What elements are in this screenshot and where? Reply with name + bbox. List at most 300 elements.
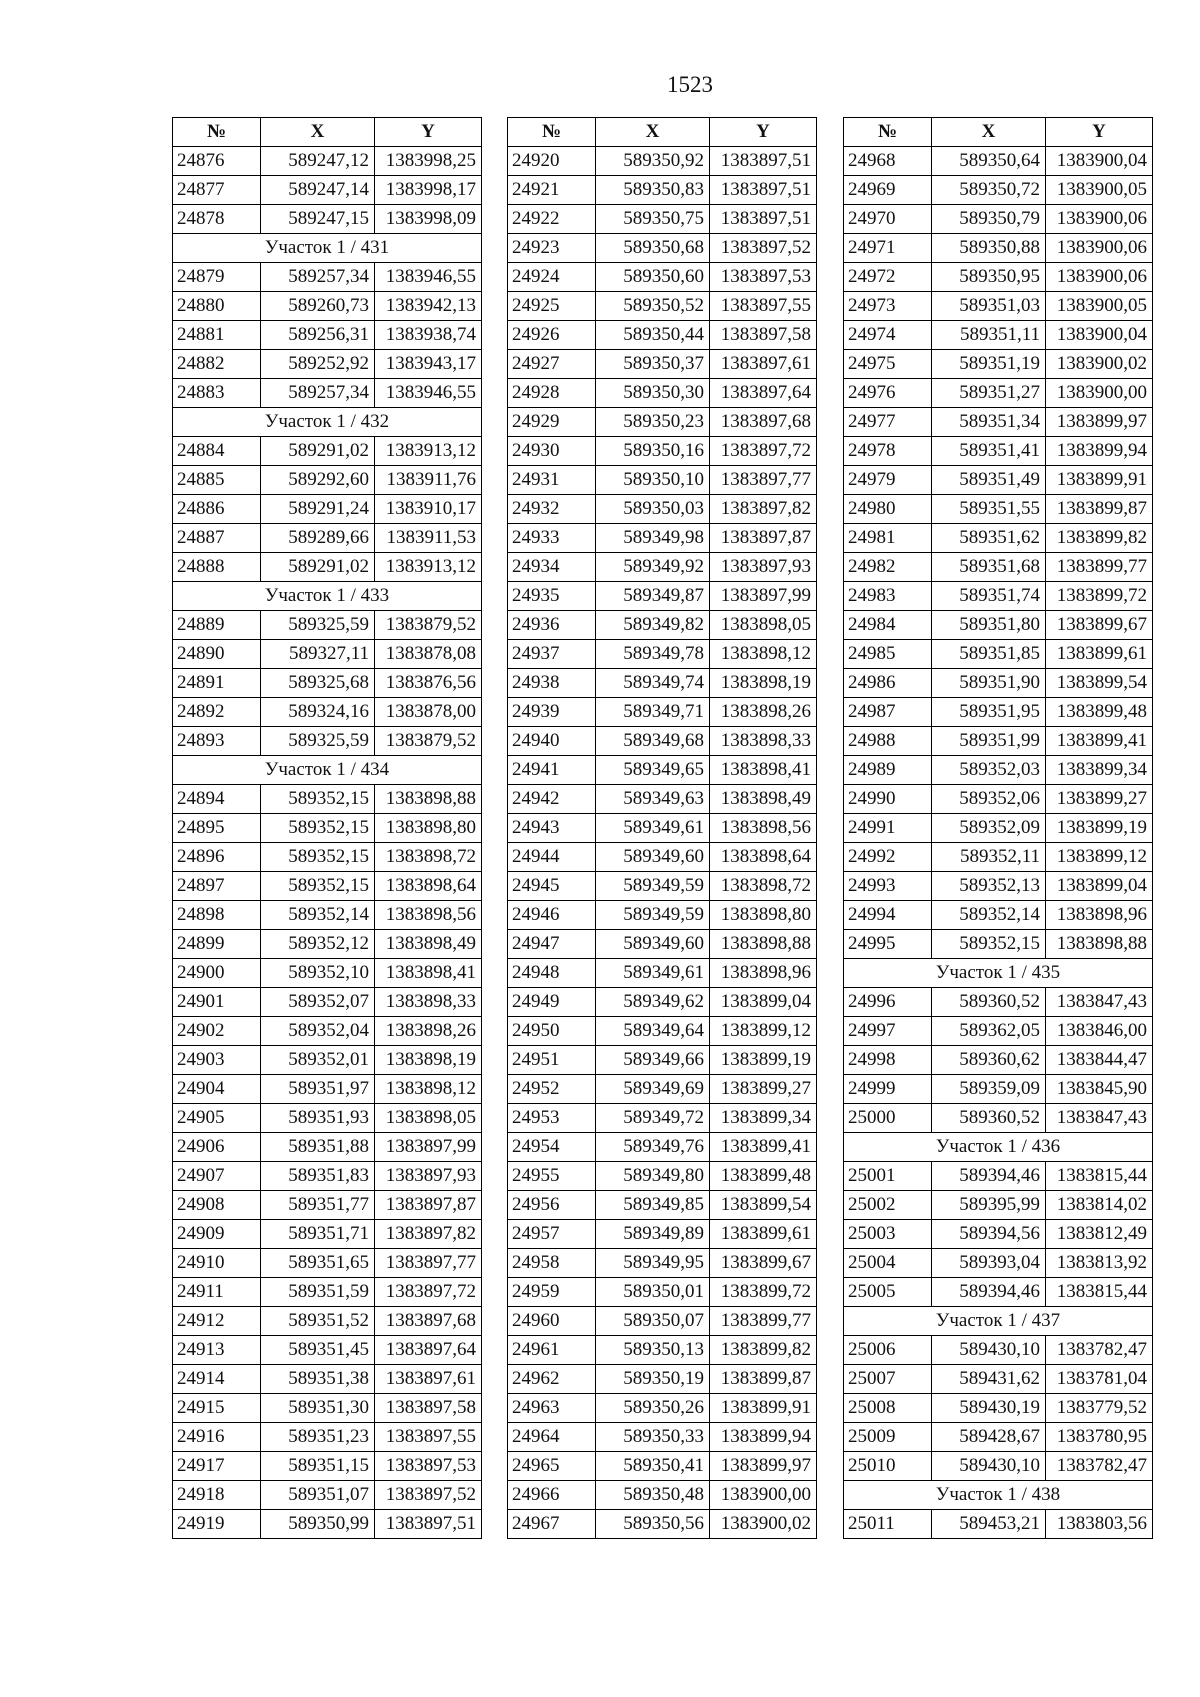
x-coordinate: 589349,72 — [596, 1104, 710, 1133]
y-coordinate: 1383899,48 — [710, 1162, 817, 1191]
point-number: 24898 — [173, 901, 261, 930]
y-coordinate: 1383899,54 — [710, 1191, 817, 1220]
y-coordinate: 1383897,51 — [710, 205, 817, 234]
point-number: 24922 — [508, 205, 596, 234]
y-coordinate: 1383899,97 — [1046, 408, 1153, 437]
y-coordinate: 1383897,93 — [710, 553, 817, 582]
point-number: 24930 — [508, 437, 596, 466]
table-row — [508, 437, 817, 466]
point-number: 24987 — [844, 698, 932, 727]
table-row — [173, 988, 482, 1017]
table-row — [844, 379, 1153, 408]
point-number: 24935 — [508, 582, 596, 611]
y-coordinate: 1383899,87 — [1046, 495, 1153, 524]
section-row — [173, 582, 482, 611]
y-coordinate: 1383812,49 — [1046, 1220, 1153, 1249]
y-coordinate: 1383815,44 — [1046, 1162, 1153, 1191]
point-number: 24949 — [508, 988, 596, 1017]
table-row — [173, 466, 482, 495]
table-row — [508, 1220, 817, 1249]
table-row — [173, 147, 482, 176]
table-row — [508, 1191, 817, 1220]
point-number: 24961 — [508, 1336, 596, 1365]
table-row — [173, 872, 482, 901]
table-row — [508, 814, 817, 843]
table-row — [173, 1423, 482, 1452]
y-coordinate: 1383899,12 — [710, 1017, 817, 1046]
x-coordinate: 589351,52 — [261, 1307, 375, 1336]
y-coordinate: 1383846,00 — [1046, 1017, 1153, 1046]
table-row — [508, 872, 817, 901]
table-row — [844, 1249, 1153, 1278]
x-coordinate: 589352,03 — [932, 756, 1046, 785]
table-row — [844, 234, 1153, 263]
table-row — [173, 437, 482, 466]
y-coordinate: 1383899,12 — [1046, 843, 1153, 872]
x-coordinate: 589352,14 — [932, 901, 1046, 930]
point-number: 24924 — [508, 263, 596, 292]
point-number: 25000 — [844, 1104, 932, 1133]
x-coordinate: 589350,83 — [596, 176, 710, 205]
y-coordinate: 1383897,64 — [375, 1336, 482, 1365]
table-row — [508, 350, 817, 379]
x-coordinate: 589350,23 — [596, 408, 710, 437]
x-coordinate: 589252,92 — [261, 350, 375, 379]
point-number: 24943 — [508, 814, 596, 843]
x-coordinate: 589349,61 — [596, 814, 710, 843]
section-row — [173, 756, 482, 785]
point-number: 24970 — [844, 205, 932, 234]
point-number: 24886 — [173, 495, 261, 524]
table-row — [508, 176, 817, 205]
table-row — [173, 698, 482, 727]
x-coordinate: 589327,11 — [261, 640, 375, 669]
x-coordinate: 589291,02 — [261, 437, 375, 466]
x-coordinate: 589349,74 — [596, 669, 710, 698]
table-row — [173, 669, 482, 698]
point-number: 24992 — [844, 843, 932, 872]
table-row — [508, 263, 817, 292]
x-coordinate: 589247,15 — [261, 205, 375, 234]
section-row — [173, 234, 482, 263]
x-coordinate: 589349,62 — [596, 988, 710, 1017]
y-coordinate: 1383899,54 — [1046, 669, 1153, 698]
point-number: 24990 — [844, 785, 932, 814]
point-number: 24901 — [173, 988, 261, 1017]
section-title: Участок 1 / 438 — [844, 1481, 1153, 1510]
x-coordinate: 589352,11 — [932, 843, 1046, 872]
header-number: № — [173, 118, 261, 147]
point-number: 24969 — [844, 176, 932, 205]
y-coordinate: 1383900,00 — [710, 1481, 817, 1510]
y-coordinate: 1383899,91 — [710, 1394, 817, 1423]
table-row — [173, 1481, 482, 1510]
header-y: Y — [1046, 118, 1153, 147]
table-row — [844, 843, 1153, 872]
x-coordinate: 589292,60 — [261, 466, 375, 495]
table-row — [173, 1365, 482, 1394]
point-number: 24944 — [508, 843, 596, 872]
y-coordinate: 1383897,77 — [375, 1249, 482, 1278]
table-row — [173, 1278, 482, 1307]
x-coordinate: 589349,59 — [596, 872, 710, 901]
y-coordinate: 1383898,33 — [375, 988, 482, 1017]
table-row — [844, 1365, 1153, 1394]
y-coordinate: 1383943,17 — [375, 350, 482, 379]
table-row — [508, 321, 817, 350]
y-coordinate: 1383781,04 — [1046, 1365, 1153, 1394]
y-coordinate: 1383899,67 — [710, 1249, 817, 1278]
table-row — [173, 959, 482, 988]
y-coordinate: 1383897,58 — [710, 321, 817, 350]
section-row — [844, 1133, 1153, 1162]
point-number: 24921 — [508, 176, 596, 205]
y-coordinate: 1383897,61 — [710, 350, 817, 379]
y-coordinate: 1383780,95 — [1046, 1423, 1153, 1452]
y-coordinate: 1383899,41 — [710, 1133, 817, 1162]
point-number: 24888 — [173, 553, 261, 582]
table-row — [173, 640, 482, 669]
y-coordinate: 1383899,72 — [1046, 582, 1153, 611]
section-row — [173, 408, 482, 437]
table-row — [844, 930, 1153, 959]
point-number: 24952 — [508, 1075, 596, 1104]
y-coordinate: 1383897,99 — [710, 582, 817, 611]
point-number: 24893 — [173, 727, 261, 756]
table-row — [844, 553, 1153, 582]
table-row — [508, 988, 817, 1017]
point-number: 24957 — [508, 1220, 596, 1249]
table-row — [844, 640, 1153, 669]
x-coordinate: 589257,34 — [261, 379, 375, 408]
y-coordinate: 1383913,12 — [375, 553, 482, 582]
point-number: 24937 — [508, 640, 596, 669]
x-coordinate: 589350,60 — [596, 263, 710, 292]
table-row — [173, 930, 482, 959]
x-coordinate: 589351,45 — [261, 1336, 375, 1365]
x-coordinate: 589350,56 — [596, 1510, 710, 1539]
point-number: 24965 — [508, 1452, 596, 1481]
y-coordinate: 1383897,87 — [375, 1191, 482, 1220]
y-coordinate: 1383900,06 — [1046, 234, 1153, 263]
table-row — [844, 408, 1153, 437]
table-row — [508, 1365, 817, 1394]
point-number: 24975 — [844, 350, 932, 379]
table-row — [508, 698, 817, 727]
y-coordinate: 1383942,13 — [375, 292, 482, 321]
y-coordinate: 1383897,53 — [710, 263, 817, 292]
table-row — [173, 524, 482, 553]
table-row — [844, 205, 1153, 234]
x-coordinate: 589351,99 — [932, 727, 1046, 756]
x-coordinate: 589349,71 — [596, 698, 710, 727]
x-coordinate: 589256,31 — [261, 321, 375, 350]
point-number: 24955 — [508, 1162, 596, 1191]
y-coordinate: 1383897,61 — [375, 1365, 482, 1394]
point-number: 24913 — [173, 1336, 261, 1365]
table-row — [508, 147, 817, 176]
point-number: 24996 — [844, 988, 932, 1017]
point-number: 24995 — [844, 930, 932, 959]
y-coordinate: 1383897,55 — [710, 292, 817, 321]
point-number: 24904 — [173, 1075, 261, 1104]
point-number: 24977 — [844, 408, 932, 437]
point-number: 24900 — [173, 959, 261, 988]
point-number: 24910 — [173, 1249, 261, 1278]
y-coordinate: 1383897,51 — [375, 1510, 482, 1539]
y-coordinate: 1383946,55 — [375, 379, 482, 408]
x-coordinate: 589394,46 — [932, 1162, 1046, 1191]
y-coordinate: 1383897,72 — [375, 1278, 482, 1307]
table-row — [508, 205, 817, 234]
point-number: 24942 — [508, 785, 596, 814]
x-coordinate: 589325,68 — [261, 669, 375, 698]
y-coordinate: 1383898,96 — [1046, 901, 1153, 930]
table-row — [508, 524, 817, 553]
table-row — [508, 1278, 817, 1307]
point-number: 24883 — [173, 379, 261, 408]
table-row — [844, 292, 1153, 321]
x-coordinate: 589350,16 — [596, 437, 710, 466]
point-number: 24902 — [173, 1017, 261, 1046]
point-number: 24938 — [508, 669, 596, 698]
point-number: 24887 — [173, 524, 261, 553]
point-number: 24894 — [173, 785, 261, 814]
y-coordinate: 1383898,88 — [375, 785, 482, 814]
x-coordinate: 589430,19 — [932, 1394, 1046, 1423]
x-coordinate: 589395,99 — [932, 1191, 1046, 1220]
table-row — [844, 176, 1153, 205]
section-title: Участок 1 / 434 — [173, 756, 482, 785]
x-coordinate: 589349,80 — [596, 1162, 710, 1191]
table-row — [508, 901, 817, 930]
x-coordinate: 589359,09 — [932, 1075, 1046, 1104]
table-row — [508, 611, 817, 640]
table-row — [173, 1133, 482, 1162]
table-row — [508, 1249, 817, 1278]
point-number: 24946 — [508, 901, 596, 930]
y-coordinate: 1383900,05 — [1046, 292, 1153, 321]
table-row — [844, 1336, 1153, 1365]
y-coordinate: 1383899,94 — [710, 1423, 817, 1452]
y-coordinate: 1383897,68 — [710, 408, 817, 437]
point-number: 24976 — [844, 379, 932, 408]
table-row — [173, 1220, 482, 1249]
point-number: 25001 — [844, 1162, 932, 1191]
section-title: Участок 1 / 436 — [844, 1133, 1153, 1162]
x-coordinate: 589360,62 — [932, 1046, 1046, 1075]
table-row — [508, 756, 817, 785]
point-number: 24909 — [173, 1220, 261, 1249]
point-number: 24959 — [508, 1278, 596, 1307]
coordinate-table-2 — [507, 117, 817, 1539]
table-row — [508, 292, 817, 321]
table-row — [844, 263, 1153, 292]
point-number: 24897 — [173, 872, 261, 901]
table-row — [508, 495, 817, 524]
table-row — [844, 814, 1153, 843]
table-row — [508, 1336, 817, 1365]
point-number: 24923 — [508, 234, 596, 263]
section-title: Участок 1 / 432 — [173, 408, 482, 437]
y-coordinate: 1383898,26 — [710, 698, 817, 727]
y-coordinate: 1383898,88 — [710, 930, 817, 959]
x-coordinate: 589350,88 — [932, 234, 1046, 263]
y-coordinate: 1383998,17 — [375, 176, 482, 205]
y-coordinate: 1383899,82 — [710, 1336, 817, 1365]
point-number: 24963 — [508, 1394, 596, 1423]
y-coordinate: 1383898,64 — [375, 872, 482, 901]
table-row — [508, 582, 817, 611]
point-number: 25004 — [844, 1249, 932, 1278]
x-coordinate: 589351,27 — [932, 379, 1046, 408]
x-coordinate: 589352,15 — [932, 930, 1046, 959]
y-coordinate: 1383845,90 — [1046, 1075, 1153, 1104]
y-coordinate: 1383898,96 — [710, 959, 817, 988]
page-number: 1523 — [667, 72, 713, 97]
point-number: 24892 — [173, 698, 261, 727]
table-row — [508, 669, 817, 698]
y-coordinate: 1383898,72 — [375, 843, 482, 872]
header-x: X — [932, 118, 1046, 147]
y-coordinate: 1383898,49 — [710, 785, 817, 814]
table-row — [173, 1162, 482, 1191]
x-coordinate: 589350,64 — [932, 147, 1046, 176]
y-coordinate: 1383898,19 — [710, 669, 817, 698]
y-coordinate: 1383900,02 — [710, 1510, 817, 1539]
y-coordinate: 1383910,17 — [375, 495, 482, 524]
table-row — [508, 1423, 817, 1452]
point-number: 24991 — [844, 814, 932, 843]
x-coordinate: 589351,07 — [261, 1481, 375, 1510]
point-number: 24985 — [844, 640, 932, 669]
y-coordinate: 1383878,00 — [375, 698, 482, 727]
y-coordinate: 1383898,80 — [375, 814, 482, 843]
x-coordinate: 589350,30 — [596, 379, 710, 408]
point-number: 24918 — [173, 1481, 261, 1510]
table-row — [844, 1104, 1153, 1133]
x-coordinate: 589349,60 — [596, 843, 710, 872]
x-coordinate: 589360,52 — [932, 1104, 1046, 1133]
y-coordinate: 1383899,91 — [1046, 466, 1153, 495]
table-row — [844, 524, 1153, 553]
table-row — [173, 176, 482, 205]
x-coordinate: 589453,21 — [932, 1510, 1046, 1539]
x-coordinate: 589352,10 — [261, 959, 375, 988]
x-coordinate: 589350,72 — [932, 176, 1046, 205]
y-coordinate: 1383897,93 — [375, 1162, 482, 1191]
x-coordinate: 589350,13 — [596, 1336, 710, 1365]
table-row — [844, 1423, 1153, 1452]
section-title: Участок 1 / 435 — [844, 959, 1153, 988]
x-coordinate: 589349,60 — [596, 930, 710, 959]
table-row — [844, 1220, 1153, 1249]
x-coordinate: 589351,71 — [261, 1220, 375, 1249]
table-row — [173, 1075, 482, 1104]
point-number: 24956 — [508, 1191, 596, 1220]
x-coordinate: 589351,23 — [261, 1423, 375, 1452]
table-row — [844, 901, 1153, 930]
point-number: 24939 — [508, 698, 596, 727]
x-coordinate: 589349,85 — [596, 1191, 710, 1220]
x-coordinate: 589351,68 — [932, 553, 1046, 582]
y-coordinate: 1383803,56 — [1046, 1510, 1153, 1539]
y-coordinate: 1383898,33 — [710, 727, 817, 756]
table-row — [173, 814, 482, 843]
point-number: 24968 — [844, 147, 932, 176]
table-row — [844, 1075, 1153, 1104]
point-number: 25002 — [844, 1191, 932, 1220]
point-number: 24907 — [173, 1162, 261, 1191]
x-coordinate: 589352,12 — [261, 930, 375, 959]
section-title: Участок 1 / 431 — [173, 234, 482, 263]
x-coordinate: 589351,59 — [261, 1278, 375, 1307]
x-coordinate: 589349,78 — [596, 640, 710, 669]
point-number: 24936 — [508, 611, 596, 640]
x-coordinate: 589351,85 — [932, 640, 1046, 669]
x-coordinate: 589360,52 — [932, 988, 1046, 1017]
x-coordinate: 589350,95 — [932, 263, 1046, 292]
point-number: 24931 — [508, 466, 596, 495]
y-coordinate: 1383847,43 — [1046, 988, 1153, 1017]
y-coordinate: 1383899,41 — [1046, 727, 1153, 756]
section-title: Участок 1 / 437 — [844, 1307, 1153, 1336]
y-coordinate: 1383900,02 — [1046, 350, 1153, 379]
x-coordinate: 589351,80 — [932, 611, 1046, 640]
point-number: 24905 — [173, 1104, 261, 1133]
y-coordinate: 1383913,12 — [375, 437, 482, 466]
x-coordinate: 589350,68 — [596, 234, 710, 263]
table-row — [844, 495, 1153, 524]
y-coordinate: 1383813,92 — [1046, 1249, 1153, 1278]
table-row — [844, 988, 1153, 1017]
x-coordinate: 589349,82 — [596, 611, 710, 640]
y-coordinate: 1383897,99 — [375, 1133, 482, 1162]
point-number: 24933 — [508, 524, 596, 553]
y-coordinate: 1383897,58 — [375, 1394, 482, 1423]
y-coordinate: 1383899,67 — [1046, 611, 1153, 640]
point-number: 24978 — [844, 437, 932, 466]
y-coordinate: 1383899,82 — [1046, 524, 1153, 553]
header-x: X — [261, 118, 375, 147]
y-coordinate: 1383898,41 — [375, 959, 482, 988]
x-coordinate: 589351,65 — [261, 1249, 375, 1278]
table-row — [844, 1394, 1153, 1423]
x-coordinate: 589351,97 — [261, 1075, 375, 1104]
y-coordinate: 1383814,02 — [1046, 1191, 1153, 1220]
table-row — [173, 1249, 482, 1278]
point-number: 24953 — [508, 1104, 596, 1133]
section-row — [844, 1307, 1153, 1336]
point-number: 24983 — [844, 582, 932, 611]
point-number: 24971 — [844, 234, 932, 263]
point-number: 24916 — [173, 1423, 261, 1452]
x-coordinate: 589351,34 — [932, 408, 1046, 437]
table-row — [844, 698, 1153, 727]
table-row — [508, 1046, 817, 1075]
x-coordinate: 589349,98 — [596, 524, 710, 553]
x-coordinate: 589350,99 — [261, 1510, 375, 1539]
x-coordinate: 589349,61 — [596, 959, 710, 988]
y-coordinate: 1383844,47 — [1046, 1046, 1153, 1075]
point-number: 24986 — [844, 669, 932, 698]
point-number: 24917 — [173, 1452, 261, 1481]
y-coordinate: 1383899,61 — [710, 1220, 817, 1249]
point-number: 24980 — [844, 495, 932, 524]
header-y: Y — [710, 118, 817, 147]
x-coordinate: 589352,01 — [261, 1046, 375, 1075]
table-row — [508, 930, 817, 959]
